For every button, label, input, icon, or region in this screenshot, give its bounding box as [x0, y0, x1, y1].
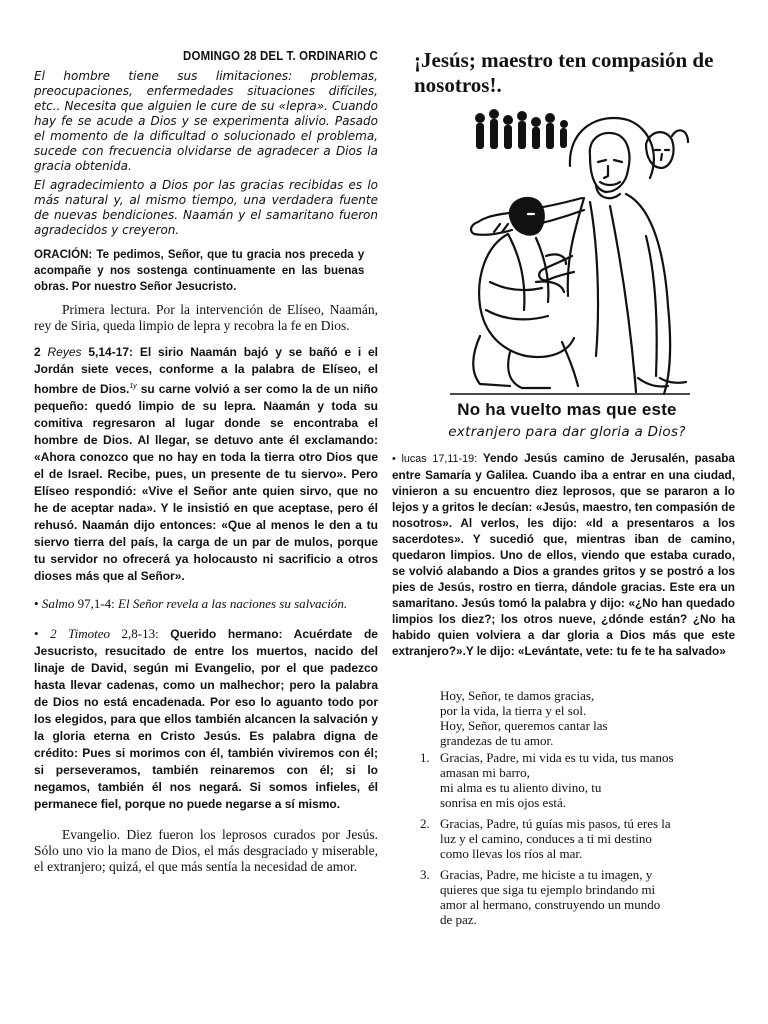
- verse-line: luz y el camino, conduces a ti mi destino: [440, 831, 652, 846]
- gospel-text: Yendo Jesús camino de Jerusalén, pasaba entre Samaría y Galilea. Cuando iba a entrar en una ciudad, vinieron a su encuentro diez leprosos, que se pararon a lo lejos y a gritos le decían: «Jesús, maestro, ten compasión de nosotros». Al verlos, les dijo: «Id a presentaros a los sacerdotes». Y sucedió que, mientras iban de camino, quedaron limpios. Uno de ellos, viendo que estaba curado, se volvió alabando a Dios a grandes gritos y se postró a los pies de Jesús, rostro en tierra, dándole gracias. Este era un samaritano. Jesús tomó la palabra y dijo: «¿No han quedado limpios los diez?; los otros nueve, ¿dónde están? ¿No ha habido quien volviera a dar gloria a Dios más que este extranjero?».Y le dijo: «Levántate, vete: tu fe te ha salvado»: [392, 451, 735, 658]
- psalm-book: Salmo: [41, 596, 75, 611]
- first-reading-intro: Primera lectura. Por la intervención de Elíseo, Naamán, rey de Siria, queda limpio de lepra y recobra la fe en Dios.: [34, 302, 378, 333]
- gospel-reading: [392, 450, 735, 659]
- kings-book: Reyes: [40, 345, 82, 359]
- song-refrain: [440, 688, 740, 748]
- intro-paragraph-2: El agradecimiento a Dios por las gracias recibidas es lo más natural y, al mismo tiempo, una verdadera fuente de nuevas bendiciones. Naamán y el samaritano fueron agradecidos y creyeron.: [34, 178, 378, 237]
- caption-italic: extranjero para dar gloria a Dios?: [448, 424, 686, 440]
- tim-text: Querido hermano: Acuérdate de Jesucristo, resucitado de entre los muertos, nacido del linaje de David, según mi Evangelio, por el que padezco hasta llevar cadenas, como un malhechor; pero la palabra de Dios no está encadenada. Por eso lo aguanto todo por los elegidos, para que ellos también alcancen la salvación y la gloria eterna en Cristo Jesús. Es palabra digna de crédito: Pues si morimos con él, también viviremos con él; si perseveramos, también reinaremos con él; si lo negamos, también él nos negará. Si somos infieles, él permanece fiel, porque no puede negarse a sí mismo.: [34, 627, 378, 811]
- refrain-line: por la vida, la tierra y el sol.: [440, 703, 587, 718]
- psalm-text: El Señor revela a las naciones su salvación.: [118, 596, 348, 611]
- thanksgiving-song: [420, 688, 740, 933]
- verse-number: 1.: [420, 750, 430, 765]
- gospel-ref: lucas 17,11-19:: [401, 453, 483, 465]
- kings-num: 2: [34, 345, 41, 359]
- second-reading: [34, 625, 378, 813]
- headline: ¡Jesús; maestro ten compasión de nosotros!.: [414, 48, 714, 97]
- verse-line: sonrisa en mis ojos está.: [440, 795, 567, 810]
- verse-line: como llevas los ríos al mar.: [440, 846, 583, 861]
- song-verse: [420, 867, 740, 927]
- psalm-ref: 97,1-4:: [74, 596, 119, 611]
- crowd-silhouettes: [475, 109, 568, 149]
- gospel-bullet: •: [392, 453, 402, 465]
- kings-text-b: su carne volvió a ser como la de un niño pequeño: quedó limpio de su lepra. Naamán y toda su comitiva regresaron al lugar donde se encontraba el hombre de Dios. Al llegar, se detuvo ante él exclamando: «Ahora conozco que no hay en toda la tierra otro Dios que el de Israel. Recibe, pues, un presente de tu siervo». Pero Elíseo respondió: «Vive el Señor ante quien sirvo, que no he de aceptar nada». Y le insistió en que aceptase, pero él rehusó. Naamán dijo entonces: «Que al menos le den a tu siervo tierra del país, la carga de un par de mulos, porque tu servidor no ofrecerá ya holocausto ni sacrificio a otros dioses más que al Señor».: [34, 382, 379, 583]
- verse-number: 3.: [420, 867, 430, 882]
- tim-bullet: •: [34, 626, 51, 641]
- verse-line: Gracias, Padre, tú guías mis pasos, tú eres la: [440, 816, 671, 831]
- first-reading: [34, 344, 378, 585]
- verse-line: de paz.: [440, 912, 477, 927]
- psalm: [34, 595, 378, 613]
- kings-text-a: El sirio Naamán bajó y se bañó e i el Jordán siete veces, conforme a la palabra de Elíseo, el hombre de Dios.: [34, 345, 379, 396]
- verse-line: quieres que siga tu ejemplo brindando mi: [440, 882, 656, 897]
- verse-number: 2.: [420, 816, 430, 831]
- caption-bold: No ha vuelto mas que este: [457, 400, 677, 419]
- prayer-label: ORACIÓN:: [34, 247, 93, 261]
- refrain-line: Hoy, Señor, queremos cantar las: [440, 718, 608, 733]
- prayer: [34, 246, 364, 294]
- kings-ref: 5,14-17:: [81, 345, 134, 359]
- psalm-bullet: •: [34, 596, 42, 611]
- verse-line: Gracias, Padre, me hiciste a tu imagen, y: [440, 867, 653, 882]
- tim-book: 2 Timoteo: [50, 626, 110, 641]
- song-verses: [420, 750, 740, 927]
- halo: [570, 118, 654, 178]
- song-verse: [420, 750, 740, 810]
- verse-line: mi alma es tu aliento divino, tu: [440, 780, 602, 795]
- verse-line: amor al hermano, construyendo un mundo: [440, 897, 661, 912]
- tim-ref: 2,8-13:: [110, 626, 171, 641]
- prayer-text: Te pedimos, Señor, que tu gracia nos preceda y acompañe y nos sostenga continuamente en las buenas obras. Por nuestro Señor Jesucristo.: [34, 247, 365, 293]
- right-column: [392, 48, 742, 659]
- song-verse: [420, 816, 740, 861]
- refrain-line: grandezas de tu amor.: [440, 733, 554, 748]
- intro-paragraph-1: El hombre tiene sus limitaciones: problemas, preocupaciones, enfermedades situaciones difíciles, etc.. Necesita que alguien le cure de su «lepra». Cuando hay fe se acude a Dios y se experimenta alivio. Pasado el momento de la dificultad o solucionado el problema, sucede con frecuencia olvidarse de agradecer a Dios la gracia obtenida.: [34, 69, 378, 173]
- sunday-title: DOMINGO 28 DEL T. ORDINARIO C: [183, 48, 378, 63]
- kings-superscript: 1y: [129, 383, 137, 390]
- verse-line: amasan mi barro,: [440, 765, 530, 780]
- gospel-intro: Evangelio. Diez fueron los leprosos curados por Jesús. Sólo uno vio la mano de Dios, el más desgraciado y miserable, el extranjero; quizá, el que más sentía la necesidad de amor.: [34, 827, 378, 874]
- jesus-healing-illustration: [450, 106, 690, 398]
- verse-line: Gracias, Padre, mi vida es tu vida, tus manos: [440, 750, 674, 765]
- refrain-line: Hoy, Señor, te damos gracias,: [440, 688, 595, 703]
- left-column: [34, 48, 378, 885]
